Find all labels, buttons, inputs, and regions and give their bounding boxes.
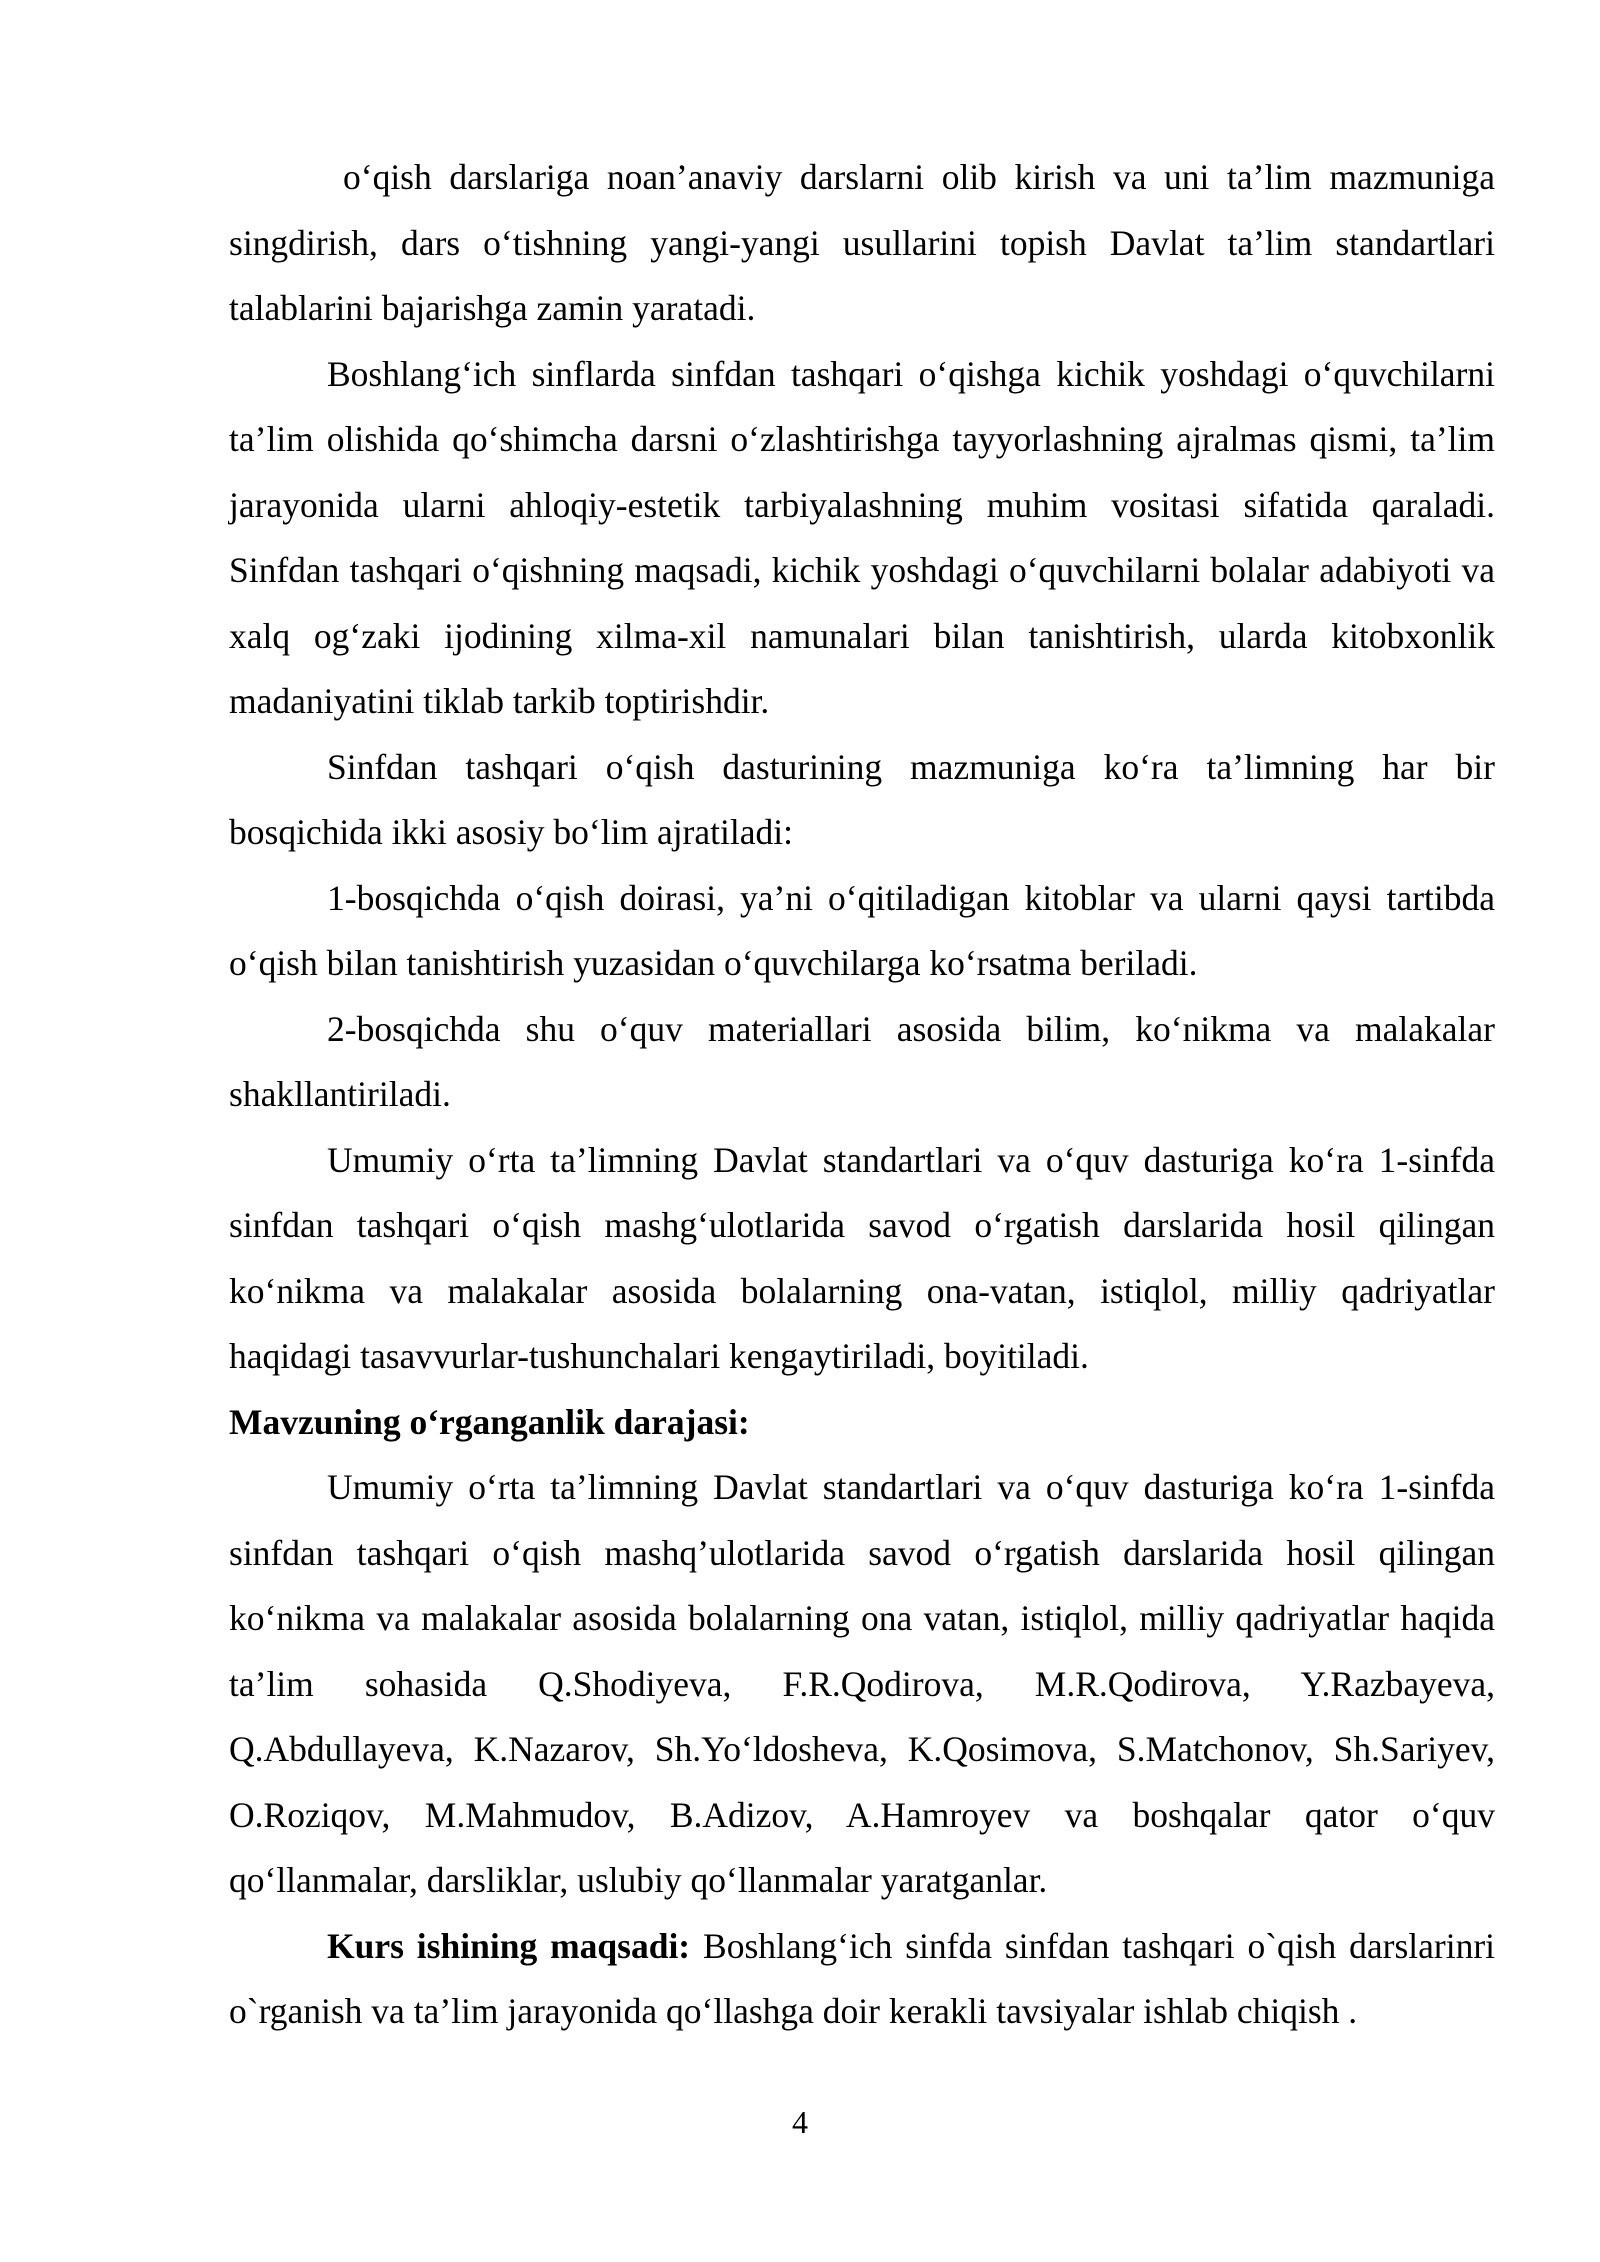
paragraph-7: Umumiy o‘rta ta’limning Davlat standartlari va o‘quv dasturiga ko‘ra 1-sinfda sinfdan tashqari o‘qish mashq’ulotlarida savod o‘rgatish darslarida hosil qilingan ko‘nikma va malakalar asosida bolalarning ona vatan, istiqlol, milliy qadriyatlar haqida ta’lim sohasida Q.Shodiyeva, F.R.Qodirova, M.R.Qodirova, Y.Razbayeva, Q.Abdullayeva, K.Nazarov, Sh.Yo‘ldosheva, K.Qosimova, S.Matchonov, Sh.Sariyev, O.Roziqov, M.Mahmudov, B.Adizov, A.Hamroyev va boshqalar qator o‘quv qo‘llanmalar, darsliklar, uslubiy qo‘llanmalar yaratganlar.	[229, 1467, 1495, 1900]
page-body	[229, 145, 1495, 2045]
aim-label: Kurs ishining maqsadi:	[327, 1925, 691, 1966]
paragraph-6: Umumiy o‘rta ta’limning Davlat standartlari va o‘quv dasturiga ko‘ra 1-sinfda sinfdan tashqari o‘qish mashg‘ulotlarida savod o‘rgatish darslarida hosil qilingan ko‘nikma va malakalar asosida bolalarning ona-vatan, istiqlol, milliy qadriyatlar haqidagi tasavvurlar-tushunchalari kengaytiriladi, boyitiladi.	[229, 1139, 1495, 1376]
paragraph-4: 1-bosqichda o‘qish doirasi, ya’ni o‘qitiladigan kitoblar va ularni qaysi tartibda o‘qish bilan tanishtirish yuzasidan o‘quvchilarga ko‘rsatma beriladi.	[229, 877, 1495, 983]
paragraph-3: Sinfdan tashqari o‘qish dasturining mazmuniga ko‘ra ta’limning har bir bosqichida ikki asosiy bo‘lim ajratiladi:	[229, 746, 1495, 852]
section-heading: Mavzuning o‘rganganlik darajasi:	[229, 1401, 750, 1442]
paragraph-1: o‘qish darslariga noan’anaviy darslarni olib kirish va uni ta’lim mazmuniga singdirish, dars o‘tishning yangi-yangi usullarini topish Davlat ta’lim standartlari talablarini bajarishga zamin yaratadi.	[229, 157, 1495, 328]
paragraph-aim	[229, 1914, 1495, 2045]
paragraph-2: Boshlang‘ich sinflarda sinfdan tashqari o‘qishga kichik yoshdagi o‘quvchilarni ta’lim olishida qo‘shimcha darsni o‘zlashtirishga tayyorlashning ajralmas qismi, ta’lim jarayonida ularni ahloqiy-estetik tarbiyalashning muhim vositasi sifatida qaraladi. Sinfdan tashqari o‘qishning maqsadi, kichik yoshdagi o‘quvchilarni bolalar adabiyoti va xalq og‘zaki ijodining xilma-xil namunalari bilan tanishtirish, ularda kitobxonlik madaniyatini tiklab tarkib toptirishdir.	[229, 353, 1495, 721]
paragraph-5: 2-bosqichda shu o‘quv materiallari asosida bilim, ko‘nikma va malakalar shakllantiriladi.	[229, 1008, 1495, 1114]
page-number: 4	[792, 2104, 808, 2140]
aim-text: Boshlang‘ich sinfda sinfdan tashqari o`qish darslarinri o`rganish va ta’lim jarayonida qo‘llashga doir kerakli tavsiyalar ishlab chiqish .	[229, 1925, 1496, 2031]
